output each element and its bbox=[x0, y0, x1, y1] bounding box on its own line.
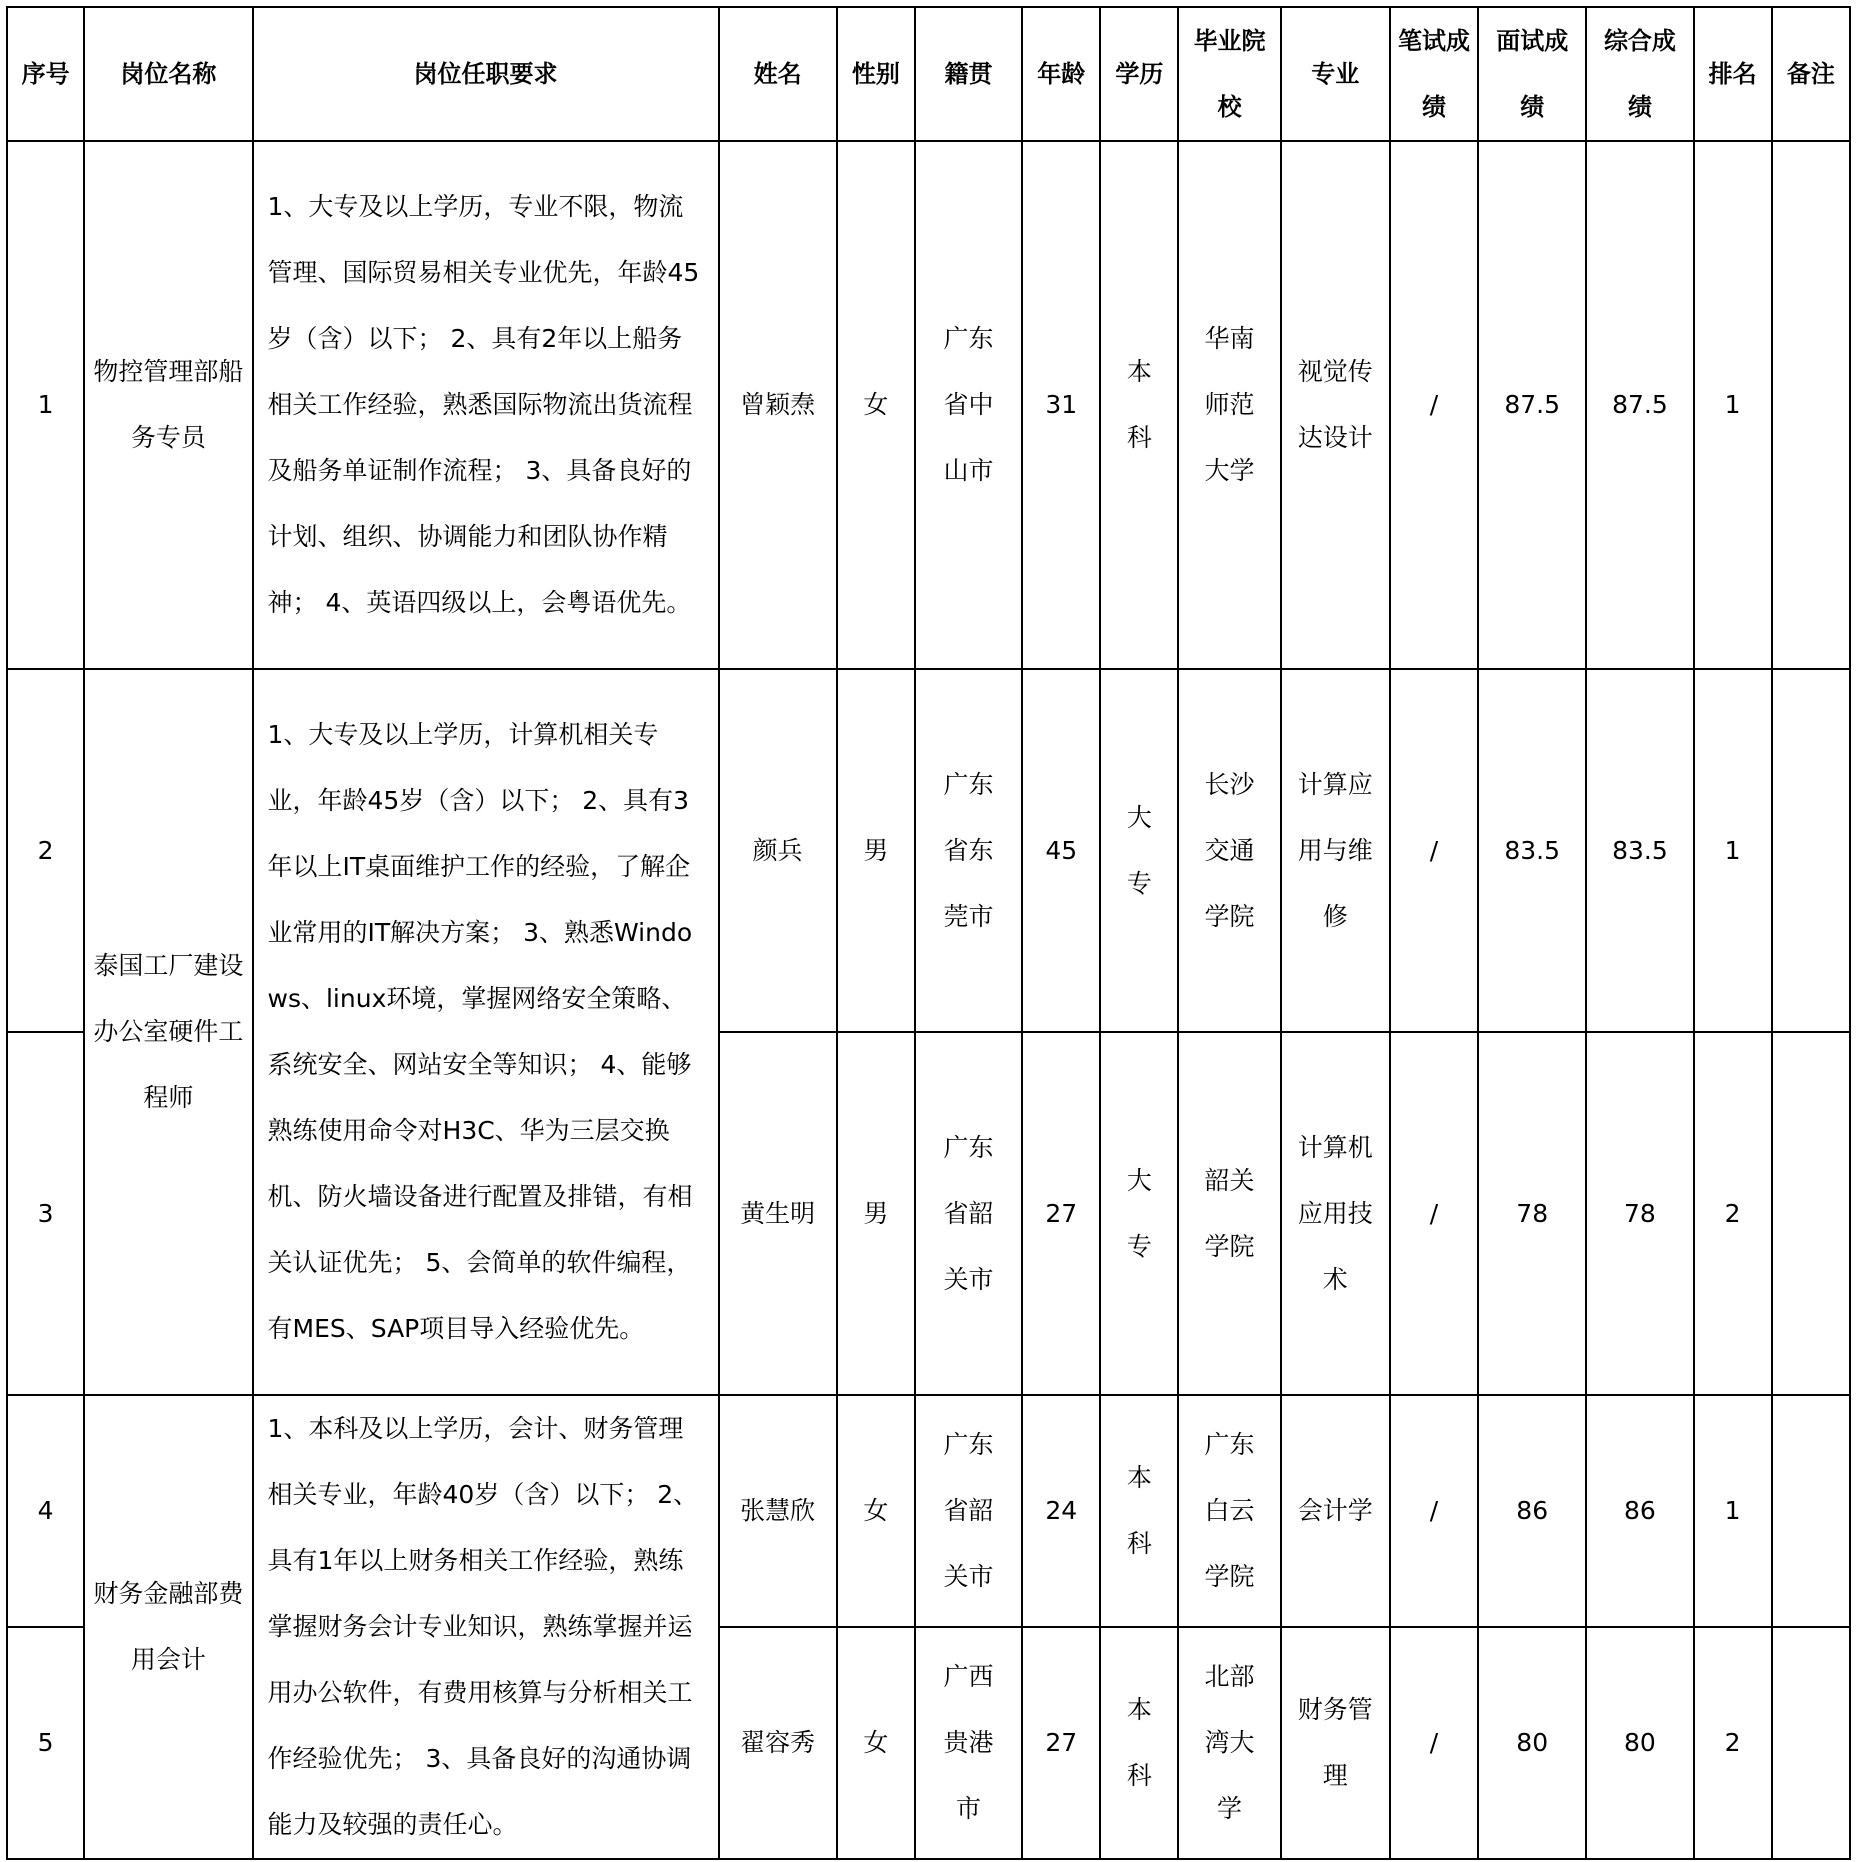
cell-total: 87.5 bbox=[1586, 141, 1693, 669]
cell-written: / bbox=[1390, 1032, 1478, 1395]
cell-written: / bbox=[1390, 669, 1478, 1032]
cell-school: 韶关学院 bbox=[1178, 1032, 1280, 1395]
cell-school: 北部湾大学 bbox=[1178, 1627, 1280, 1859]
cell-major: 计算应用与维修 bbox=[1281, 669, 1390, 1032]
cell-major: 会计学 bbox=[1281, 1395, 1390, 1627]
cell-major: 财务管理 bbox=[1281, 1627, 1390, 1859]
header-interview: 面试成绩 bbox=[1478, 7, 1586, 141]
cell-requirements: 1、本科及以上学历，会计、财务管理相关专业，年龄40岁（含）以下； 2、具有1年以上财务相关工作经验，熟练掌握财务会计专业知识，熟练掌握并运用办公软件，有费用核算与分析相关工作经验优先； 3、具备良好的沟通协调能力及较强的责任心。 bbox=[253, 1395, 719, 1859]
cell-education: 本科 bbox=[1100, 1627, 1178, 1859]
cell-interview: 83.5 bbox=[1478, 669, 1586, 1032]
cell-origin: 广东省中山市 bbox=[915, 141, 1022, 669]
header-row bbox=[7, 7, 1850, 141]
cell-name: 曾颖焘 bbox=[719, 141, 837, 669]
recruitment-results-table bbox=[6, 6, 1851, 1860]
cell-rank: 2 bbox=[1694, 1032, 1772, 1395]
cell-seq: 4 bbox=[7, 1395, 84, 1627]
cell-major: 计算机应用技术 bbox=[1281, 1032, 1390, 1395]
cell-seq: 5 bbox=[7, 1627, 84, 1859]
cell-age: 27 bbox=[1022, 1627, 1100, 1859]
cell-total: 80 bbox=[1586, 1627, 1693, 1859]
cell-remark bbox=[1772, 669, 1850, 1032]
cell-age: 45 bbox=[1022, 669, 1100, 1032]
cell-origin: 广东省韶关市 bbox=[915, 1032, 1022, 1395]
cell-interview: 87.5 bbox=[1478, 141, 1586, 669]
cell-requirements: 1、大专及以上学历，计算机相关专业，年龄45岁（含）以下； 2、具有3年以上IT桌面维护工作的经验，了解企业常用的IT解决方案； 3、熟悉Windows、linux环境，掌握网络安全策略、系统安全、网站安全等知识； 4、能够熟练使用命令对H3C、华为三层交换机、防火墙设备进行配置及排错，有相关认证优先； 5、会简单的软件编程，有MES、SAP项目导入经验优先。 bbox=[253, 669, 719, 1395]
cell-rank: 1 bbox=[1694, 1395, 1772, 1627]
header-seq: 序号 bbox=[7, 7, 84, 141]
cell-seq: 3 bbox=[7, 1032, 84, 1395]
cell-total: 86 bbox=[1586, 1395, 1693, 1627]
header-age: 年龄 bbox=[1022, 7, 1100, 141]
cell-rank: 2 bbox=[1694, 1627, 1772, 1859]
cell-age: 27 bbox=[1022, 1032, 1100, 1395]
cell-school: 华南师范大学 bbox=[1178, 141, 1280, 669]
cell-total: 83.5 bbox=[1586, 669, 1693, 1032]
cell-gender: 男 bbox=[837, 1032, 915, 1395]
header-written: 笔试成绩 bbox=[1390, 7, 1478, 141]
cell-age: 31 bbox=[1022, 141, 1100, 669]
cell-origin: 广东省韶关市 bbox=[915, 1395, 1022, 1627]
cell-rank: 1 bbox=[1694, 141, 1772, 669]
cell-interview: 80 bbox=[1478, 1627, 1586, 1859]
header-education: 学历 bbox=[1100, 7, 1178, 141]
header-requirements: 岗位任职要求 bbox=[253, 7, 719, 141]
cell-name: 黄生明 bbox=[719, 1032, 837, 1395]
cell-requirements: 1、大专及以上学历，专业不限，物流管理、国际贸易相关专业优先，年龄45岁（含）以下； 2、具有2年以上船务相关工作经验，熟悉国际物流出货流程及船务单证制作流程； 3、具备良好的计划、组织、协调能力和团队协作精神； 4、英语四级以上，会粤语优先。 bbox=[253, 141, 719, 669]
cell-rank: 1 bbox=[1694, 669, 1772, 1032]
cell-written: / bbox=[1390, 1395, 1478, 1627]
cell-education: 本科 bbox=[1100, 1395, 1178, 1627]
cell-seq: 1 bbox=[7, 141, 84, 669]
table-row bbox=[7, 669, 1850, 1032]
cell-remark bbox=[1772, 1032, 1850, 1395]
cell-written: / bbox=[1390, 141, 1478, 669]
cell-gender: 女 bbox=[837, 141, 915, 669]
cell-age: 24 bbox=[1022, 1395, 1100, 1627]
header-gender: 性别 bbox=[837, 7, 915, 141]
cell-name: 颜兵 bbox=[719, 669, 837, 1032]
header-position: 岗位名称 bbox=[84, 7, 252, 141]
cell-gender: 男 bbox=[837, 669, 915, 1032]
cell-position: 财务金融部费用会计 bbox=[84, 1395, 252, 1859]
header-name: 姓名 bbox=[719, 7, 837, 141]
table-row bbox=[7, 1395, 1850, 1627]
header-school: 毕业院校 bbox=[1178, 7, 1280, 141]
cell-position: 物控管理部船务专员 bbox=[84, 141, 252, 669]
cell-gender: 女 bbox=[837, 1395, 915, 1627]
cell-remark bbox=[1772, 1395, 1850, 1627]
cell-interview: 86 bbox=[1478, 1395, 1586, 1627]
header-total: 综合成绩 bbox=[1586, 7, 1693, 141]
cell-name: 张慧欣 bbox=[719, 1395, 837, 1627]
cell-remark bbox=[1772, 1627, 1850, 1859]
cell-education: 大专 bbox=[1100, 1032, 1178, 1395]
cell-school: 广东白云学院 bbox=[1178, 1395, 1280, 1627]
cell-gender: 女 bbox=[837, 1627, 915, 1859]
cell-education: 大专 bbox=[1100, 669, 1178, 1032]
cell-major: 视觉传达设计 bbox=[1281, 141, 1390, 669]
table-row bbox=[7, 141, 1850, 669]
cell-total: 78 bbox=[1586, 1032, 1693, 1395]
cell-name: 翟容秀 bbox=[719, 1627, 837, 1859]
cell-origin: 广东省东莞市 bbox=[915, 669, 1022, 1032]
header-remark: 备注 bbox=[1772, 7, 1850, 141]
cell-written: / bbox=[1390, 1627, 1478, 1859]
header-rank: 排名 bbox=[1694, 7, 1772, 141]
cell-position: 泰国工厂建设办公室硬件工程师 bbox=[84, 669, 252, 1395]
header-major: 专业 bbox=[1281, 7, 1390, 141]
cell-origin: 广西贵港市 bbox=[915, 1627, 1022, 1859]
cell-remark bbox=[1772, 141, 1850, 669]
cell-school: 长沙交通学院 bbox=[1178, 669, 1280, 1032]
cell-education: 本科 bbox=[1100, 141, 1178, 669]
cell-interview: 78 bbox=[1478, 1032, 1586, 1395]
header-origin: 籍贯 bbox=[915, 7, 1022, 141]
cell-seq: 2 bbox=[7, 669, 84, 1032]
